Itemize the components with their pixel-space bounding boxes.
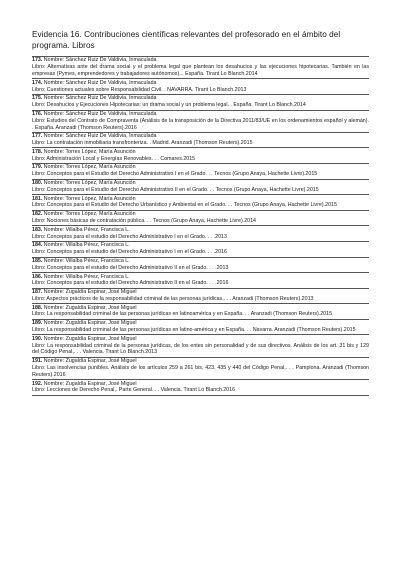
entry-number: 185. <box>32 257 43 264</box>
entry-book: Libro: La contratación inmobiliaria transfronteriza. . Madrid. Aranzadi (Thomson Reuters).2015 <box>32 140 253 147</box>
entry-book: Libro: La responsabilidad criminal de la personas jurídicas, de los entes sin personalidad y de sus directivos. Análisis de los art. 31 bis y 129 del Código Penal,. . . Valencia. Tirant Lo Blanch.2013 <box>32 342 369 356</box>
list-item <box>32 226 369 242</box>
list-item <box>32 258 369 274</box>
entry-book: Libro: Desahucios y Ejecuciones Hipotecarias: un drama social y un problema legal. . España. Tirant Lo Blanch.2014 <box>32 102 306 109</box>
entry-number: 186. <box>32 273 43 280</box>
list-item <box>32 133 369 149</box>
entry-author: Nombre: Torres López, María Asunción <box>43 164 136 171</box>
list-item <box>32 289 369 305</box>
entry-author: Nombre: Torres López, María Asunción <box>43 180 136 187</box>
list-item <box>32 95 369 111</box>
entry-author: Nombre: Torres López, María Asunción <box>43 148 136 155</box>
entry-number: 191. <box>32 358 43 365</box>
entry-author: Nombre: Sánchez Ruiz De Valdivia, Inmaculada <box>43 133 157 140</box>
entry-number: 175. <box>32 95 43 102</box>
list-item <box>32 304 369 320</box>
entry-book: Libro: Conceptos para el estudio del Derecho Administrativo I en el Grado. . . .2016 <box>32 249 227 256</box>
entry-number: 176. <box>32 110 43 117</box>
entries-list <box>32 56 369 396</box>
entry-author: Nombre: Villalba Pérez, Francisca L. <box>43 257 130 264</box>
entry-book: Libro: Conceptos para el estudio del Derecho Administrativo I en el Grado. . . .2013 <box>32 233 227 240</box>
entry-author-line <box>32 258 369 265</box>
list-item <box>32 320 369 336</box>
entry-number: 179. <box>32 164 43 171</box>
entry-author-line <box>32 274 369 281</box>
entry-author-line <box>32 289 369 296</box>
entry-author-line <box>32 320 369 327</box>
entry-author-line <box>32 164 369 171</box>
entry-author: Nombre: Zugaldía Espinar, José Miguel <box>43 335 137 342</box>
list-item <box>32 335 369 357</box>
entry-author-line <box>32 227 369 234</box>
entry-author-line <box>32 180 369 187</box>
entry-author: Nombre: Torres López, María Asunción <box>43 211 136 218</box>
list-item <box>32 195 369 211</box>
entry-author: Nombre: Zugaldía Espinar, José Miguel <box>43 289 137 296</box>
entry-book: Libro: Administración Local y Energías Renovables. . . Comares.2015 <box>32 155 196 162</box>
entry-book: Libro: Aspectos prácticos de la responsabilidad criminal de las personas jurídicas,. . . Aranzadi (Thomson Reuters).2013 <box>32 295 314 302</box>
entry-author-line <box>32 95 369 102</box>
entry-author-line <box>32 149 369 156</box>
entry-book: Libro: Las insolvencias punibles. Análisis de los artículos 259 a 261 bis, 423, 435 y 440 del Código Penal,. . . Pamplona. Aranzadi (Thomson Reuters).2016 <box>32 364 369 378</box>
entry-book: Libro: Conceptos para el Estudio del Derecho Urbanístico y Ambiental en el Grado. . . Tecnos (Grupo Anaya, Hachette Livre).2015 <box>32 202 337 209</box>
list-item <box>32 380 369 396</box>
entry-number: 183. <box>32 226 43 233</box>
list-item <box>32 211 369 227</box>
entry-book: Libro: Conceptos para el estudio del Derecho Administrativo II en el Grado. . . .2013 <box>32 264 229 271</box>
list-item <box>32 148 369 164</box>
entry-author: Nombre: Villalba Pérez, Francisca L. <box>43 226 130 233</box>
entry-author-line <box>32 336 369 343</box>
entry-author-line <box>32 80 369 87</box>
entry-number: 182. <box>32 211 43 218</box>
entry-author-line <box>32 133 369 140</box>
list-item <box>32 111 369 133</box>
list-item <box>32 180 369 196</box>
entry-author-line <box>32 242 369 249</box>
entry-book: Libro: Conceptos para el Estudio del Derecho Administrativo I en el Grado. . . Tecnos (Grupo Anaya, Hachette Livre).2015 <box>32 171 318 178</box>
list-item <box>32 242 369 258</box>
entry-author: Nombre: Sánchez Ruiz De Valdivia, Inmaculada <box>43 57 157 64</box>
entry-book: Libro: Estudios del Contrato de Compraventa (Análisis de la transposición de la Directiva 2011/83/UE en los ordenamientos español y alemán). . España. Aranzadi (Thomson Reuters).2016 <box>32 117 369 131</box>
list-item <box>32 79 369 95</box>
entry-author: Nombre: Sánchez Ruiz De Valdivia, Inmaculada <box>43 110 157 117</box>
list-item <box>32 164 369 180</box>
entry-number: 187. <box>32 289 43 296</box>
entry-author-line <box>32 381 369 388</box>
entry-number: 184. <box>32 242 43 249</box>
entry-book: Libro: Conceptos para el Estudio del Derecho Administrativo II en el Grado. . . Tecnos (Grupo Anaya, Hachette Livre).2015 <box>32 186 319 193</box>
entry-number: 188. <box>32 304 43 311</box>
entry-author: Nombre: Zugaldía Espinar, José Miguel <box>43 320 137 327</box>
list-item <box>32 273 369 289</box>
entry-book: Libro: Nociones básicas de contratación pública. . . Tecnos (Grupo Anaya, Hachette Livre).2014 <box>32 217 256 224</box>
entry-book: Libro: Lecciones de Derecho Penal,. Parte General. . . Valencia. Tirant Lo Blanch.2016 <box>32 387 236 394</box>
list-item <box>32 358 369 380</box>
entry-book: Libro: Alternativas ante del drama social y el problema legal que plantean los desahucios y las ejecuciones hipotecarias. También en las empresas (Pymes, emprendedores y trabajadores autónomos)... España. Tirant Lo Blanch.2014 <box>32 64 369 77</box>
entry-author-line <box>32 111 369 118</box>
entry-author-line <box>32 358 369 365</box>
entry-number: 189. <box>32 320 43 327</box>
entry-number: 174. <box>32 79 43 86</box>
entry-author: Nombre: Villalba Pérez, Francisca L. <box>43 273 130 280</box>
entry-number: 180. <box>32 180 43 187</box>
entry-number: 177. <box>32 133 43 140</box>
list-item <box>32 57 369 79</box>
entry-book: Libro: Conceptos para el estudio del Derecho Administrativo II en el Grado. . . .2016 <box>32 280 229 287</box>
entry-author: Nombre: Torres López, María Asunción <box>43 195 136 202</box>
entry-author-line <box>32 305 369 312</box>
entry-author: Nombre: Villalba Pérez, Francisca L. <box>43 242 130 249</box>
entry-book: Libro: Cuestiones actuales sobre Responsabilidad Civil. . NAVARRA. Tirant Lo Blanch.2013 <box>32 86 247 93</box>
entry-author-line <box>32 196 369 203</box>
entry-number: 181. <box>32 195 43 202</box>
entry-author: Nombre: Zugaldía Espinar, José Miguel <box>43 380 137 387</box>
entry-book: Libro: La responsabilidad criminal de las personas jurídicas en latinoamérica y en España. . . Aranzadi (Thomson Reuters).2015 <box>32 311 333 318</box>
entry-author: Nombre: Sánchez Ruiz De Valdivia, Inmaculada <box>43 95 157 102</box>
entry-number: 192. <box>32 380 43 387</box>
page-title: Evidencia 16. Contribuciones científicas relevantes del profesorado en el ámbito del programa. Libros <box>32 30 341 50</box>
entry-author: Nombre: Zugaldía Espinar, José Miguel <box>43 304 137 311</box>
entry-author: Nombre: Zugaldía Espinar, José Miguel <box>43 358 137 365</box>
entry-author-line <box>32 57 369 64</box>
entry-author-line <box>32 211 369 218</box>
entry-number: 178. <box>32 148 43 155</box>
entry-book: Libro: La responsabilidad criminal de las personas jurídicas en latino-américa y en España. . . Navarra. Aranzadi (Thomson Reuters).2015 <box>32 327 356 334</box>
entry-author: Nombre: Sánchez Ruiz De Valdivia, Inmaculada <box>43 79 157 86</box>
entry-number: 190. <box>32 335 43 342</box>
entry-number: 173. <box>32 57 43 64</box>
